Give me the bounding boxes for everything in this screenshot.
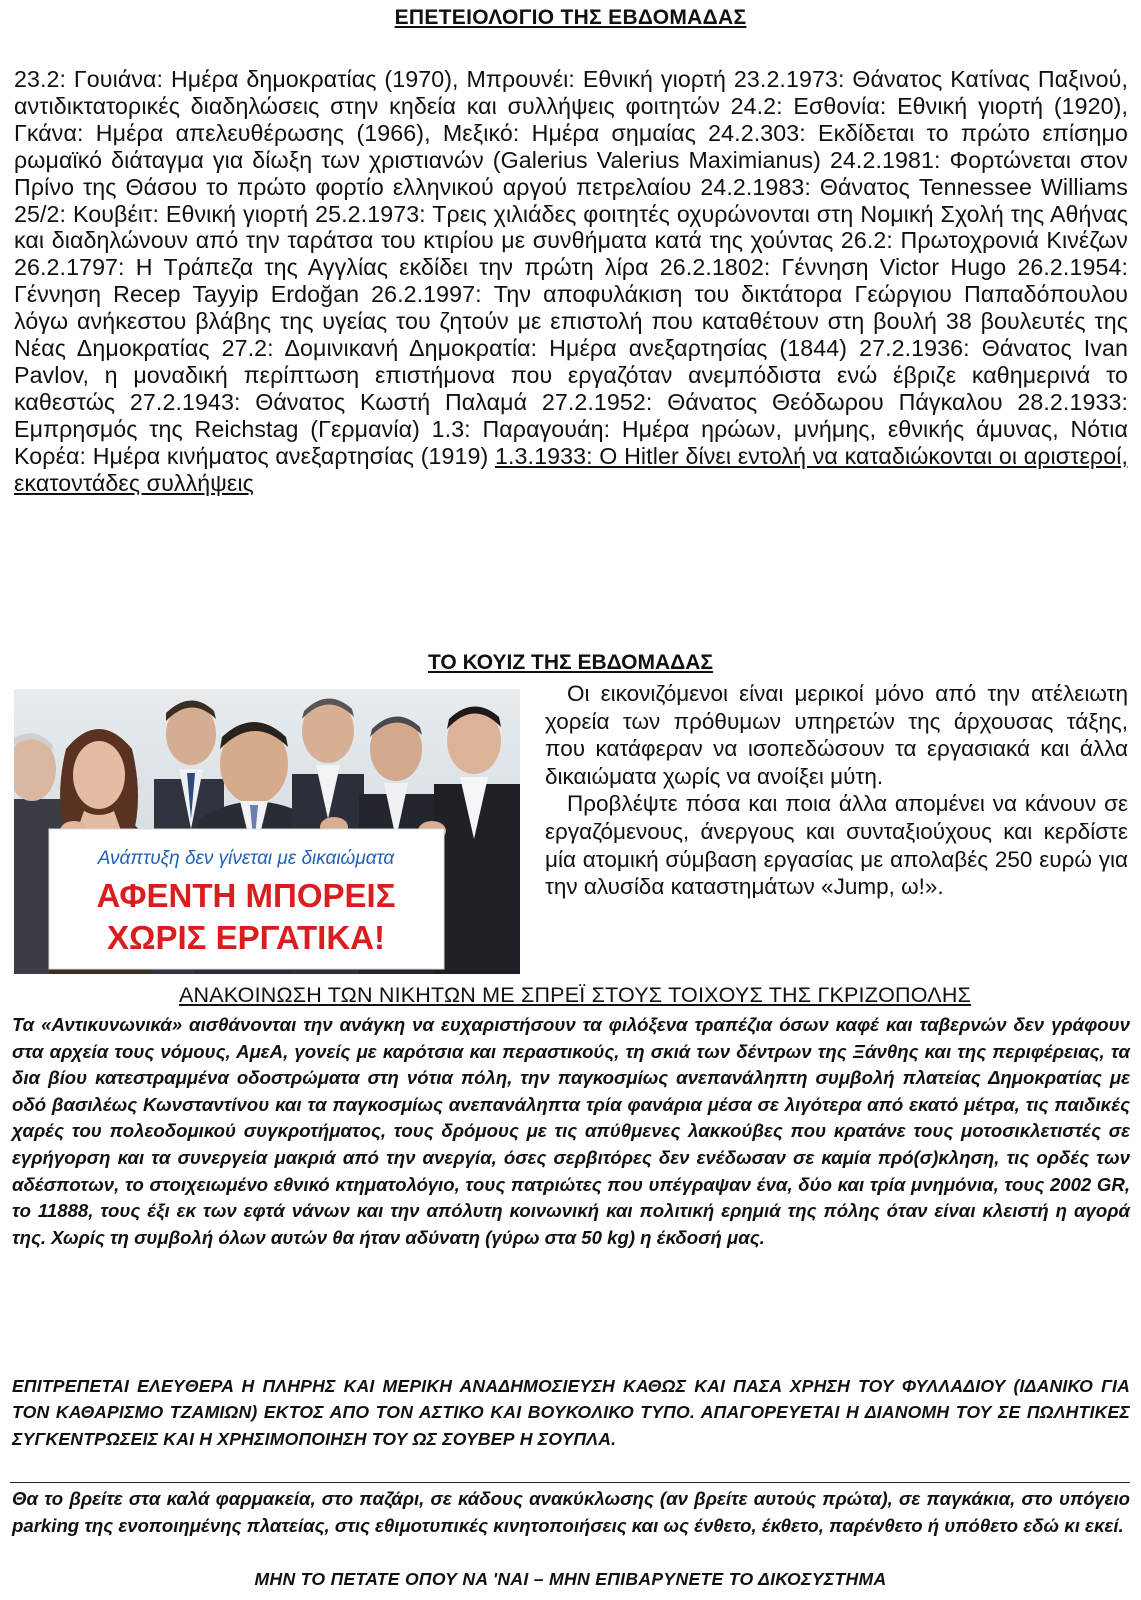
calendar-last-entry: 1.3.1933: Ο Hitler δίνει εντολή να καταδιώκονται οι αριστεροί, εκατοντάδες συλλήψεις	[14, 442, 1128, 496]
announcement-title: ΑΝΑΚΟΙΝΩΣΗ ΤΩΝ ΝΙΚΗΤΩΝ ΜΕ ΣΠΡΕΪ ΣΤΟΥΣ ΤΟΙΧΟΥΣ ΤΗΣ ΓΚΡΙΖΟΠΟΛΗΣ	[178, 983, 972, 1007]
calendar-section	[14, 66, 1128, 497]
calendar-text: 23.2: Γουιάνα: Ημέρα δημοκρατίας (1970), Μπρουνέι: Εθνική γιορτή 23.2.1973: Θάνατος Κατίνας Παξινού, αντιδικτατορικές διαδηλώσεις στην κηδεία και συλλήψεις φοιτητών 24.2: Εσθονία: Εθνική γιορτή (1920), Γκάνα: Ημέρα απελευθέρωσης (1966), Μεξικό: Ημέρα σημαίας 24.2.303: Εκδίδεται το πρώτο επίσημο ρωμαϊκό διάταγμα για δίωξη των χριστιανών (Galerius Valerius Maximianus) 24.2.1981: Φορτώνεται στον Πρίνο της Θάσου το πρώτο φορτίο ελληνικού αργού πετρελαίου 24.2.1983: Θάνατος Tennessee Williams 25/2: Κουβέιτ: Εθνική γιορτή 25.2.1973: Τρεις χιλιάδες φοιτητές οχυρώνονται στη Νομική Σχολή της Αθήνας και διαδηλώνουν από την ταράτσα του κτιρίου με συνθήματα κατά της χούντας 26.2: Πρωτοχρονιά Κινέζων 26.2.1797: Η Τράπεζα της Αγγλίας εκδίδει την πρώτη λίρα 26.2.1802: Γέννηση Victor Hugo 26.2.1954: Γέννηση Recep Tayyip Erdoğan 26.2.1997: Την αποφυλάκιση του δικτάτορα Γεώργιου Παπαδόπουλου λόγω ανήκεστου βλάβης της υγείας του ζητούν με επιστολή που καταθέτουν στη βουλή 38 βουλευτές της Νέας Δημοκρατίας 27.2: Δομινικανή Δημοκρατία: Ημέρα ανεξαρτησίας (1844) 27.2.1936: Θάνατος Ivan Pavlov, η μοναδική περίπτωση επιστήμονα που εργαζόταν ανεμπόδιστα ενώ έβριζε καθημερινά το καθεστώς 27.2.1943: Θάνατος Κωστή Παλαμά 27.2.1952: Θάνατος Θεόδωρου Πάγκαλου 28.2.1933: Εμπρησμός της Reichstag (Γερμανία) 1.3: Παραγουάη: Ημέρα ηρώων, μνήμης, εθνικής άμυνας, Νότια Κορέα: Ημέρα κινήματος ανεξαρτησίας (1919)	[14, 66, 1128, 469]
calendar-title: ΕΠΕΤΕΙΟΛΟΓΙΟ ΤΗΣ ΕΒΔΟΜΑΔΑΣ	[394, 6, 747, 29]
sign-line2: ΧΩΡΙΣ ΕΡΓΑΤΙΚΑ!	[107, 919, 385, 956]
photo-illustration	[14, 689, 520, 974]
quiz-text	[545, 680, 1128, 901]
thanks-paragraph: Τα «Αντικυνωνικά» αισθάνονται την ανάγκη να ευχαριστήσουν τα φιλόξενα τραπέζια όσων καφέ και ταβερνών δεν γράφουν στα αρχεία τους νόμους, ΑμεΑ, γονείς με καρότσια και περαστικούς, τη σκιά των δέντρων της Ξάνθης και της περιφέρειας, τα δια βίου κατεστραμμένα οδοστρώματα στη νότια πόλη, την παγκοσμίως ανεπανάληπτη συμβολή πλατείας Δημοκρατίας με οδό βασιλέως Κωνσταντίνου και τα παγκοσμίως ανεπανάληπτα τρία φανάρια μέσα σε λιγότερα από εκατό μέτρα, τις παιδικές χαρές του πολεοδομικού συγκροτήματος, τους δρόμους με τις απύθμενες λακκούβες που κρατάνε τους μοτοσικλετιστές σε εγρήγορση και τα συνεργεία μακριά από την ανεργία, όσες σερβιτόρες δεν ενέδωσαν σε καμία πρό(σ)κληση, τις ορδές των αδέσποτων, το στοιχειωμένο εθνικό κτηματολόγιο, τους πατριώτες που υπέγραψαν ένα, δύο και τρία μνημόνια, τους 2002 GR, το 11888, τους έξι εκ των εφτά νάνων και την απόλυτη κοινωνική και πολιτική ερημιά της πόλης όταν είναι κλειστή η αγορά της. Χωρίς τη συμβολή όλων αυτών θα ήταν αδύνατη (γύρω στα 50 kg) η έκδοσή μας.	[12, 1014, 1130, 1248]
politicians-photo	[14, 689, 520, 974]
quiz-paragraph-2: Προβλέψτε πόσα και ποια άλλα απομένει να κάνουν σε εργαζόμενους, άνεργους και συνταξιούχους και κερδίστε μία ατομική σύμβαση εργασίας με απολαβές 250 ευρώ για την αλυσίδα καταστημάτων «Jump, ω!».	[545, 791, 1128, 900]
divider	[10, 1482, 1130, 1483]
sign-line1: ΑΦΕΝΤΗ ΜΠΟΡΕΙΣ	[96, 877, 396, 914]
quiz-paragraph-1: Οι εικονιζόμενοι είναι μερικοί μόνο από την ατέλειωτη χορεία των πρόθυμων υπηρετών της άρχουσας τάξης, που κατάφεραν να ισοπεδώσουν τα εργασιακά και άλλα δικαιώματα χωρίς να ανοίξει μύτη.	[545, 681, 1128, 789]
footer-motto: ΜΗΝ ΤΟ ΠΕΤΑΤΕ ΟΠΟΥ ΝΑ 'ΝΑΙ – ΜΗΝ ΕΠΙΒΑΡΥΝΕΤΕ ΤΟ ΔΙΚΟΣΥΣΤΗΜΑ	[254, 1569, 887, 1589]
rights-notice: ΕΠΙΤΡΕΠΕΤΑΙ ΕΛΕΥΘΕΡΑ Η ΠΛΗΡΗΣ ΚΑΙ ΜΕΡΙΚΗ ΑΝΑΔΗΜΟΣΙΕΥΣΗ ΚΑΘΩΣ ΚΑΙ ΠΑΣΑ ΧΡΗΣΗ ΤΟΥ ΦΥΛΛΑΔΙΟΥ (ΙΔΑΝΙΚΟ ΓΙΑ ΤΟΝ ΚΑΘΑΡΙΣΜΟ ΤΖΑΜΙΩΝ) ΕΚΤΟΣ ΑΠΟ ΤΟΝ ΑΣΤΙΚΟ ΚΑΙ ΒΟΥΚΟΛΙΚΟ ΤΥΠΟ. ΑΠΑΓΟΡΕΥΕΤΑΙ Η ΔΙΑΝΟΜΗ ΤΟΥ ΣΕ ΠΩΛΗΤΙΚΕΣ ΣΥΓΚΕΝΤΡΩΣΕΙΣ ΚΑΙ Η ΧΡΗΣΙΜΟΠΟΙΗΣΗ ΤΟΥ ΩΣ ΣΟΥΒΕΡ Η ΣΟΥΠΛΑ.	[12, 1376, 1130, 1449]
sign-subtitle: Ανάπτυξη δεν γίνεται με δικαιώματα	[97, 848, 395, 869]
quiz-title: ΤΟ ΚΟΥΙΖ ΤΗΣ ΕΒΔΟΜΑΔΑΣ	[427, 651, 714, 674]
distribution-paragraph: Θα το βρείτε στα καλά φαρμακεία, στο παζάρι, σε κάδους ανακύκλωσης (αν βρείτε αυτούς πρώτα), σε παγκάκια, στο υπόγειο parking της ενοποιημένης πλατείας, στις εθιμοτυπικές κινητοποιήσεις και ως ένθετο, έκθετο, παρένθετο ή υπόθετο εδώ κι εκεί.	[12, 1488, 1130, 1536]
